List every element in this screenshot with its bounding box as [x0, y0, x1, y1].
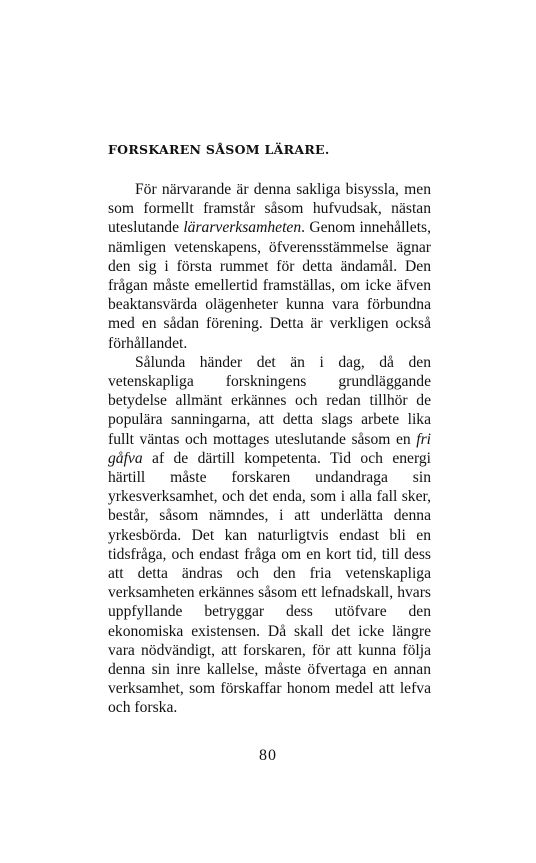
paragraph-2-text-a: Sålunda händer det än i dag, då den vetenskapliga forskningens grundläggande betydelse allmänt erkännes och redan tillhör de populära sanningarna, att detta slags arbete lika fullt väntas och mottages uteslutande såsom en	[108, 353, 431, 448]
paragraph-1-emphasis: lärarverksamheten	[183, 219, 302, 237]
page-body	[108, 142, 431, 718]
paragraph-2-emphasis: fri gåfva	[108, 430, 431, 467]
paragraph-2-text-b: af de därtill kompetenta. Tid och energi härtill måste forskaren undandraga sin yrkesverksamhet, och det enda, som i alla fall sker, består, såsom nämndes, i att underlätta denna yrkesbörda. Det kan naturligtvis endast bli en tidsfråga, och endast fråga om en kort tid, till dess att detta ändras och den fria vetenskapliga verksamheten erkännes såsom ett lefnadskall, hvars uppfyllande betryggar dess utöfvare den ekonomiska existensen. Då skall det icke längre vara nödvändigt, att forskaren, för att kunna följa denna sin inre kallelse, måste öfvertaga en annan verksamhet, som förskaffar honom medel att lefva och forska.	[108, 449, 431, 717]
paragraph-2	[108, 353, 431, 718]
page-number: 80	[259, 747, 277, 764]
paragraph-1-text-b: . Genom innehållets, nämligen vetenskapens, öfverensstämmelse ägnar den sig i första rummet för detta ändamål. Den frågan måste emellertid framställas, om icke äfven beaktansvärda olägenheter kunna vara förbundna med en sådan förening. Detta är verkligen också förhållandet.	[108, 219, 431, 352]
paragraph-1-text-a: För närvarande är denna sakliga bisyssla, men som formellt framstår såsom hufvudsak, nästan uteslutande	[108, 181, 431, 237]
paragraph-1	[108, 180, 431, 353]
section-heading: FORSKAREN SÅSOM LÄRARE.	[108, 142, 330, 157]
